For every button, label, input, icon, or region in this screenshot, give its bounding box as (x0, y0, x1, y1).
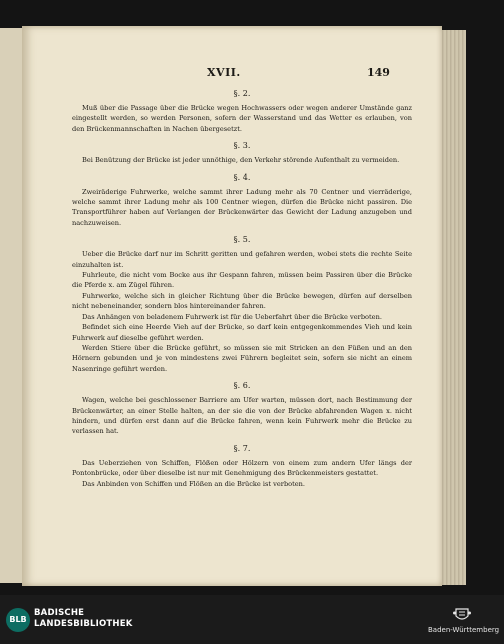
paragraph: Wagen, welche bei geschlossener Barriere am Ufer warten, müssen dort, nach Bestimmung der Brückenwärter, an einer Stelle halten, an der sie die von der Brücke abfahrenden Wagen x. nicht hindern, und dürfen erst dann auf die Brücke fahren, wenn kein Fuhrwerk mehr die Brücke zu verlassen hat. (72, 396, 412, 436)
page-header (22, 66, 442, 82)
paragraph: Zweiräderige Fuhrwerke, welche sammt ihrer Ladung mehr als 70 Centner und vierräderige, welche sammt ihrer Ladung mehr als 100 Centner wiegen, dürfen die Brücke nicht passiren. Die Transportführer haben auf Verlangen der Brückenwärter das Gewicht der Ladung anzugeben und nachzuweisen. (72, 187, 412, 227)
paragraph: Muß über die Passage über die Brücke wegen Hochwassers oder wegen anderer Umstände ganz eingestellt werden, so werden Personen, sofern der Wasserstand und das Wetter es erlauben, von den Brückenmannschaften in Nachen übergesetzt. (72, 104, 412, 133)
left-page-edge (0, 28, 23, 583)
section-title: §. 2. (233, 89, 251, 98)
paragraph: Das Anhängen von beladenem Fuhrwerk ist für die Ueberfahrt über die Brücke verboten. (82, 312, 382, 321)
library-name-line2: LANDESBIBLIOTHEK (34, 619, 133, 629)
coat-of-arms-icon (452, 607, 472, 623)
page-edge-stack (440, 30, 466, 585)
paragraph: Das Ueberziehen von Schiffen, Flößen oder Hölzern von einem zum andern Ufer längs der Pontonbrücke, oder über dieselbe ist nur mit Genehmigung des Brückenmeisters gestattet. (72, 458, 412, 478)
paragraph: Ueber die Brücke darf nur im Schritt geritten und gefahren werden, wobei stets die rechte Seite einzuhalten ist. (72, 250, 412, 269)
paragraph: Das Anbinden von Schiffen und Flößen an die Brücke ist verboten. (82, 479, 306, 488)
section-title: §. 4. (233, 172, 251, 182)
viewer-footer (0, 595, 504, 644)
section-title: §. 5. (233, 235, 251, 245)
chapter-number: XVII. (207, 66, 241, 79)
page-number: 149 (367, 66, 390, 79)
section-title: §. 6. (233, 381, 251, 391)
book-page (22, 26, 442, 586)
section-title: §. 3. (233, 141, 251, 151)
section-title: §. 7. (233, 443, 251, 453)
paragraph: Fuhrleute, die nicht vom Bocke aus ihr Gespann fahren, müssen beim Passiren über die Brücke die Pferde x. am Zügel führen. (72, 271, 412, 290)
paragraph: Werden Stiere über die Brücke geführt, so müssen sie mit Stricken an den Füßen und an den Hörnern gebunden und je von mindestens zwei Führern begleitet sein, sofern sie nicht an einem Nasenringe geführt werden. (72, 343, 412, 373)
library-name-line1: BADISCHE (34, 608, 85, 618)
library-name[interactable] (34, 608, 133, 630)
page-body (72, 88, 412, 489)
paragraph: Befindet sich eine Heerde Vieh auf der Brücke, so darf kein entgegenkommendes Vieh und kein Fuhrwerk auf dieselbe geführt werden. (72, 323, 412, 342)
blb-logo-icon[interactable]: BLB (6, 608, 30, 632)
state-label: Baden-Württemberg (428, 626, 500, 634)
paragraph: Bei Benützung der Brücke ist jeder unnöthige, den Verkehr störende Aufenthalt zu vermeiden. (82, 156, 400, 165)
paragraph: Fuhrwerke, welche sich in gleicher Richtung über die Brücke bewegen, dürfen auf derselben nicht nebeneinander, sondern blos hintereinander fahren. (72, 291, 412, 311)
